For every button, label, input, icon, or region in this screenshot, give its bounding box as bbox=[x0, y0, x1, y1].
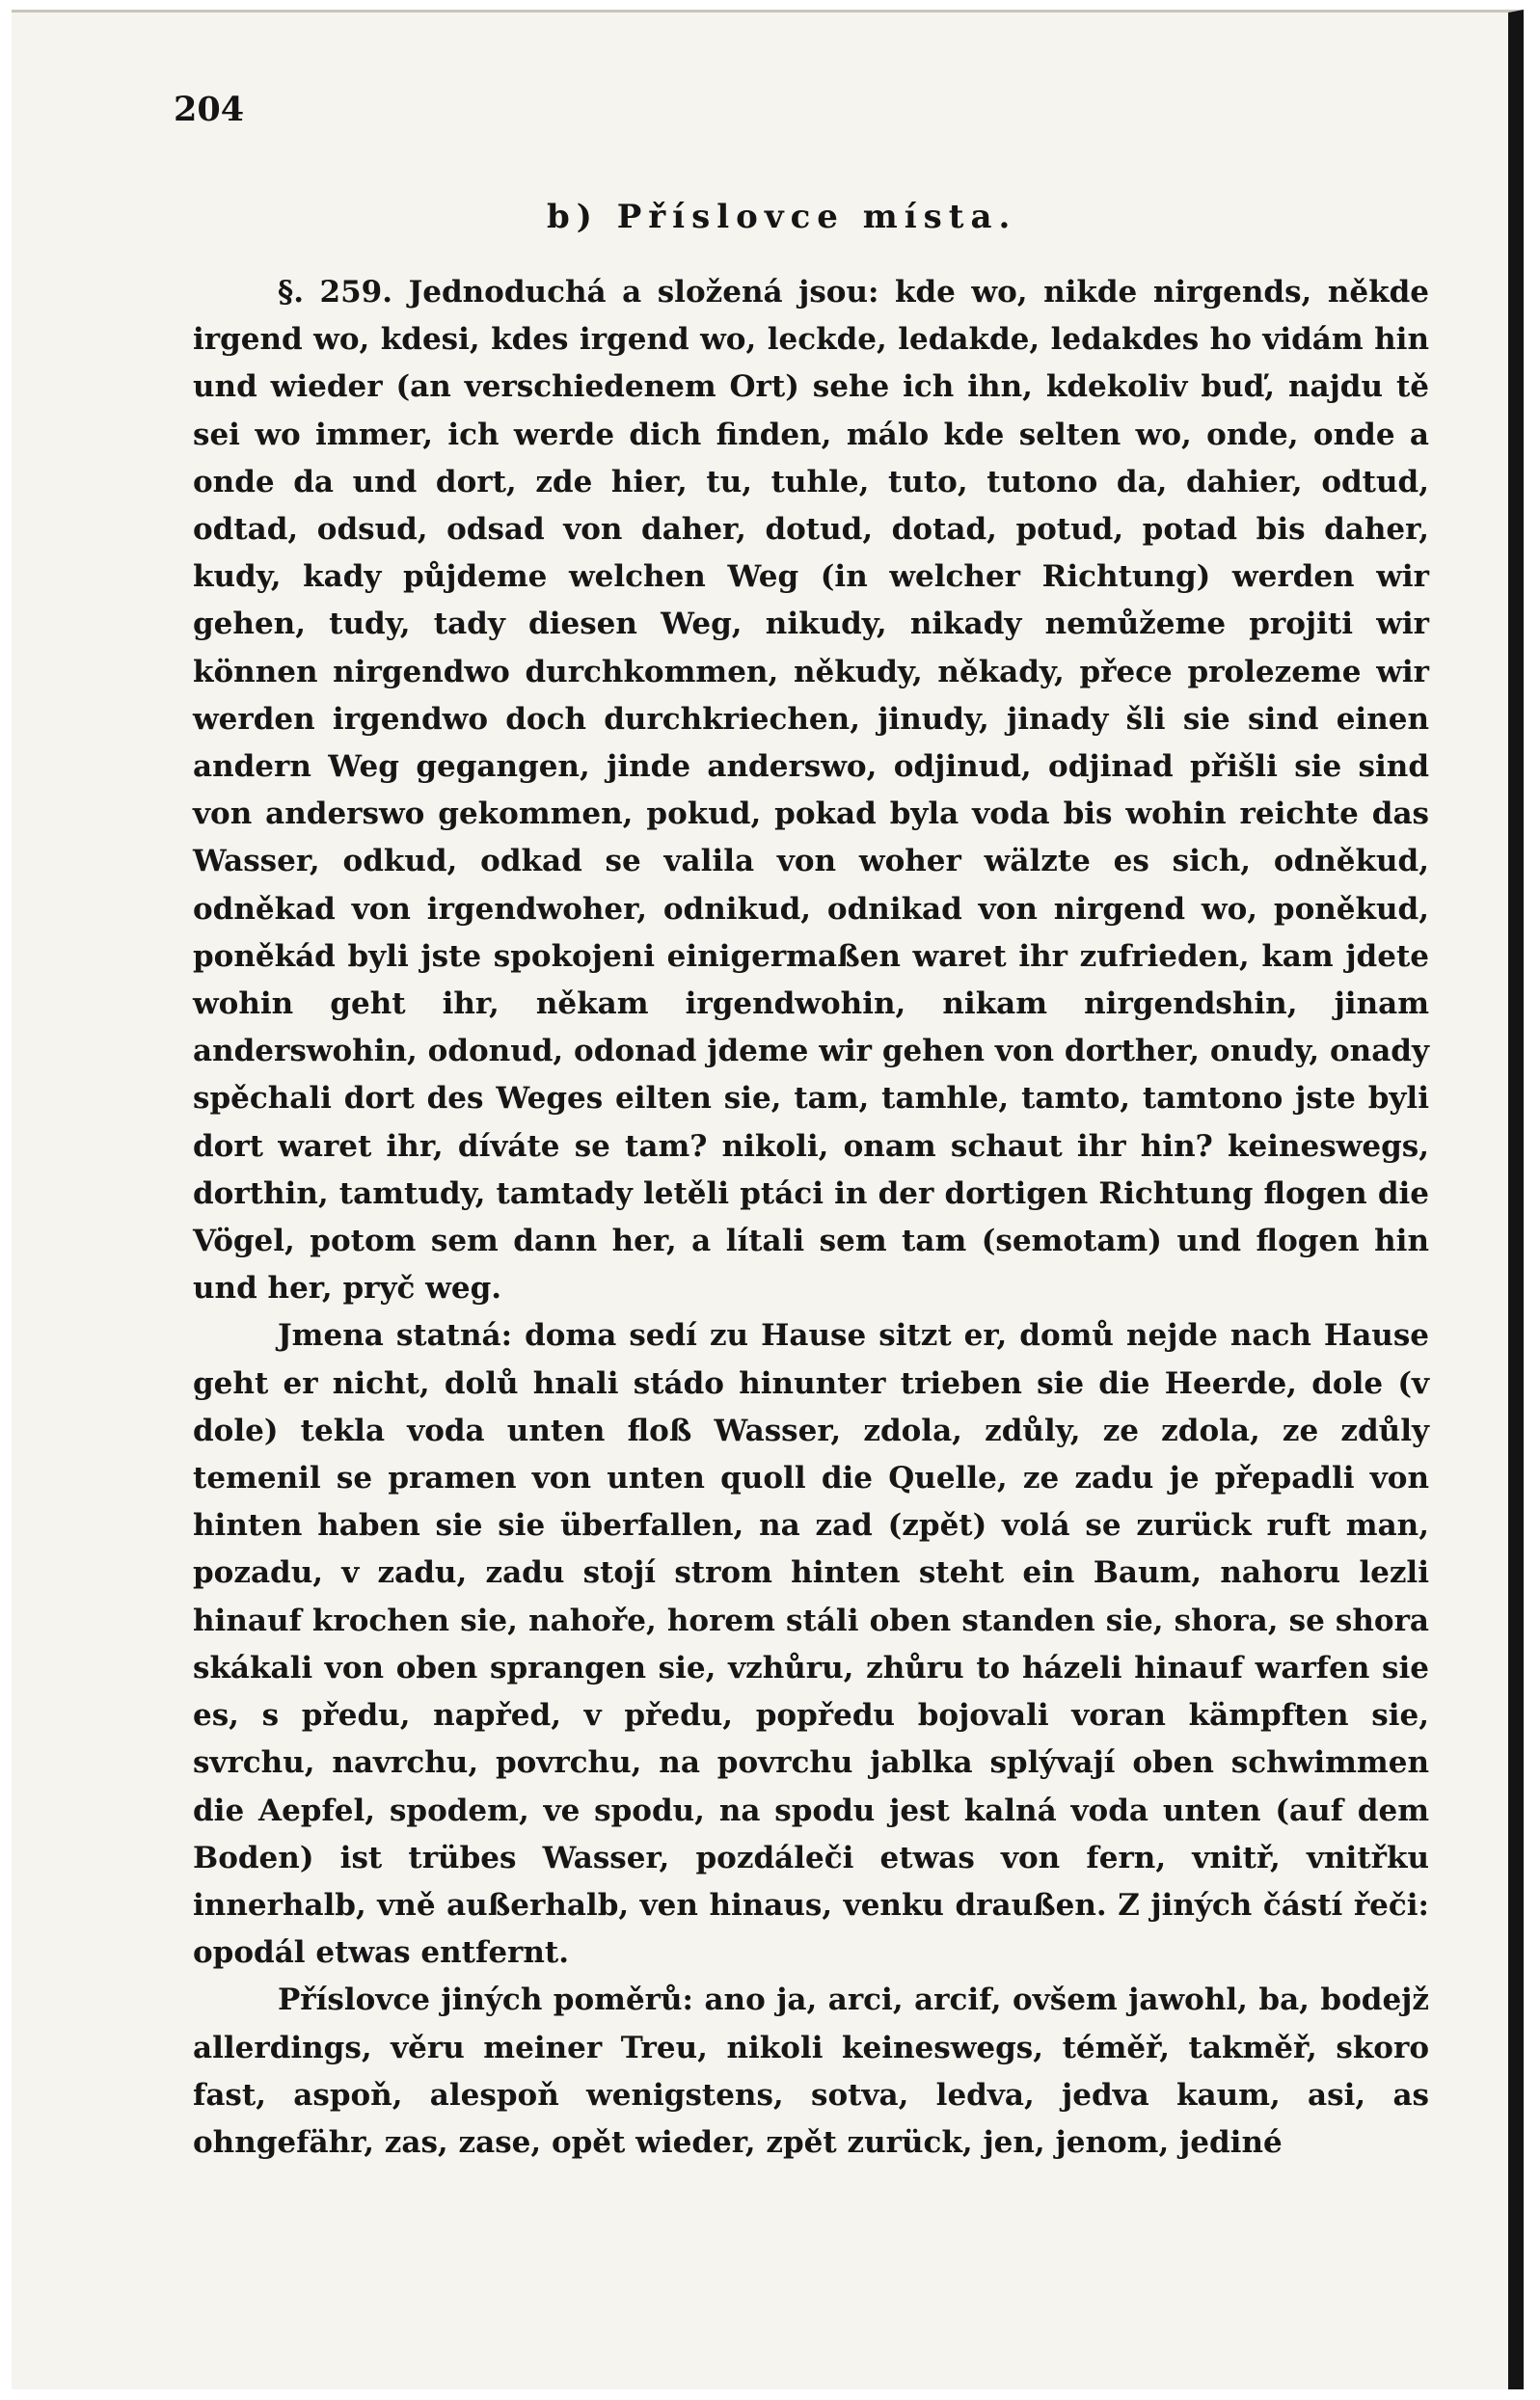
paragraph: §. 259. Jednoduchá a složená jsou: kde wo, nikde nirgends, někde irgend wo, kdesi, kdes irgend wo, leckde, ledakde, ledakdes ho vidám hin und wieder (an verschiedenem Ort) sehe ich ihn, kdekoliv buď, najdu tě sei wo immer, ich werde dich finden, málo kde selten wo, onde, onde a onde da und dort, zde hier, tu, tuhle, tuto, tutono da, dahier, odtud, odtad, odsud, odsad von daher, dotud, dotad, potud, potad bis daher, kudy, kady půjdeme welchen Weg (in welcher Richtung) werden wir gehen, tudy, tady diesen Weg, nikudy, nikady nemůžeme projiti wir können nirgendwo durchkommen, někudy, někady, přece prolezeme wir werden irgendwo doch durchkriechen, jinudy, jinady šli sie sind einen andern Weg gegangen, jinde anderswo, odjinud, odjinad přišli sie sind von anderswo gekommen, pokud, pokad byla voda bis wohin reichte das Wasser, odkud, odkad se valila von woher wälzte es sich, odněkud, odněkad von irgendwoher, odnikud, odnikad von nirgend wo, poněkud, poněkád byli jste spokojeni einigermaßen waret ihr zufrieden, kam jdete wohin geht ihr, někam irgendwohin, nikam nirgendshin, jinam anderswohin, odonud, odonad jdeme wir gehen von dorther, onudy, onady spěchali dort des Weges eilten sie, tam, tamhle, tamto, tamtono jste byli dort waret ihr, díváte se tam? nikoli, onam schaut ihr hin? keineswegs, dorthin, tamtudy, tamtady letěli ptáci in der dortigen Richtung flogen die Vögel, potom sem dann her, a lítali sem tam (semotam) und flogen hin und her, pryč weg. bbox=[193, 275, 1429, 1307]
paragraph: Příslovce jiných poměrů: ano ja, arci, arcif, ovšem jawohl, ba, bodejž allerdings, věru meiner Treu, nikoli keineswegs, téměř, takměř, skoro fast, aspoň, alespoň wenigstens, sotva, ledva, jedva kaum, asi, as ohngefähr, zas, zase, opět wieder, zpět zurück, jen, jenom, jediné bbox=[193, 1982, 1429, 2160]
page-number: 204 bbox=[174, 90, 245, 129]
book-page bbox=[12, 10, 1524, 2389]
section-heading: b) Příslovce místa. bbox=[547, 198, 1017, 236]
text-body bbox=[193, 269, 1429, 2167]
paragraph: Jmena statná: doma sedí zu Hause sitzt er, domů nejde nach Hause geht er nicht, dolů hnali stádo hinunter trieben sie die Heerde, dole (v dole) tekla voda unten floß Wasser, zdola, zdůly, ze zdola, ze zdůly temenil se pramen von unten quoll die Quelle, ze zadu je přepadli von hinten haben sie sie überfallen, na zad (zpět) volá se zurück ruft man, pozadu, v zadu, zadu stojí strom hinten steht ein Baum, nahoru lezli hinauf krochen sie, nahoře, horem stáli oben standen sie, shora, se shora skákali von oben sprangen sie, vzhůru, zhůru to házeli hinauf warfen sie es, s předu, napřed, v předu, popředu bojovali voran kämpften sie, svrchu, navrchu, povrchu, na povrchu jablka splývají oben schwimmen die Aepfel, spodem, ve spodu, na spodu jest kalná voda unten (auf dem Boden) ist trübes Wasser, pozdáleči etwas von fern, vnitř, vnitřku innerhalb, vně außerhalb, ven hinaus, venku draußen. Z jiných částí řeči: opodál etwas entfernt. bbox=[193, 1318, 1429, 1971]
